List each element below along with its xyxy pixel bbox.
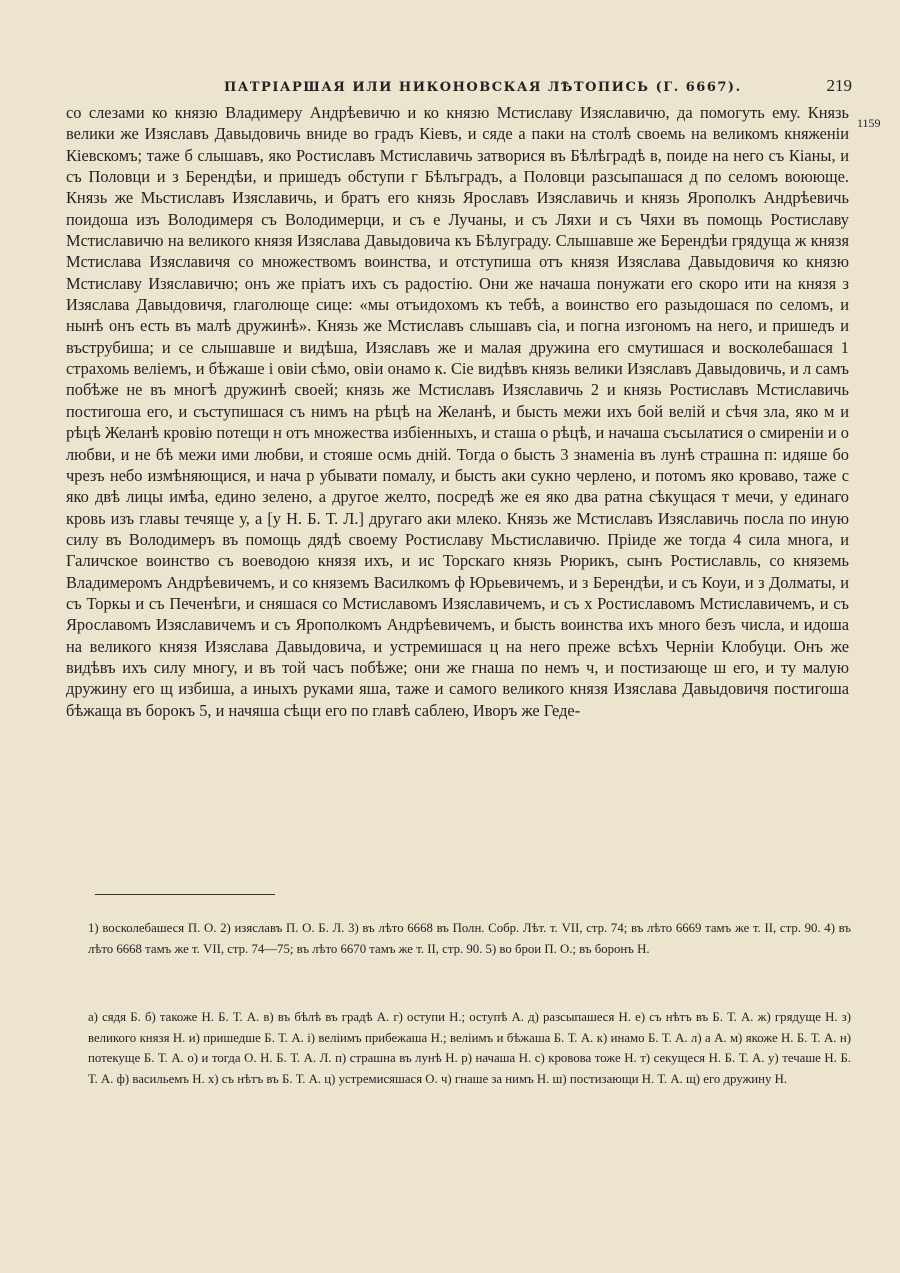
header-title: ПАТРІАРШАЯ ИЛИ НИКОНОВСКАЯ ЛѢТОПИСЬ (Г. 6667). (224, 80, 742, 95)
footnote-divider (95, 894, 275, 895)
numbered-footnotes-text: 1) восколебашеся П. О. 2) изяславъ П. О. Б. Л. 3) въ лѣто 6668 въ Полн. Собр. Лѣт. т. VII, стр. 74; въ лѣто 6669 тамъ же т. II, стр. 90. 4) въ лѣто 6668 тамъ же т. VII, стр. 74—75; въ лѣто 6670 тамъ же т. II, стр. 90. 5) во брои П. О.; въ боронъ Н. (88, 921, 851, 956)
running-header (224, 76, 852, 96)
page-number: 219 (826, 76, 852, 95)
margin-year: 1159 (857, 116, 881, 130)
main-text-block (66, 102, 849, 721)
numbered-footnotes (88, 918, 851, 959)
main-text-paragraph: со слезами ко князю Владимеру Андрѣевичю и ко князю Мстиславу Изяславичю, да помогуть ему. Князь велики же Изяславъ Давыдовичь вниде во градъ Кіевъ, и сяде а паки на столѣ своемь на великомъ княженіи Кіевскомъ; таже б слышавъ, яко Ростиславъ Мстиславичь затворися въ Бѣлѣградѣ в, поиде на него съ Кіаны, и съ Половци и з Берендѣи, и пришедъ обступи г Бѣлъградъ, а Половци разсыпашася д по селомъ воююще. Князь же Мьстиславъ Изяславичь, и братъ его князь Ярославъ Изяславичь и князь Ярополкъ Андрѣевичь поидоша изъ Володимеря съ Володимерци, и съ е Лучаны, и съ Ляхи и съ Чяхи въ помощь Ростиславу Мстиславичю на великого князя Изяслава Давыдовича къ Бѣлуграду. Слышавше же Берендѣи грядуща ж князя Мстислава Изяславичя со множествомъ воинства, и отступиша отъ князя Изяслава Давыдовичя ко князю Мстиславу Изяславичю; онъ же пріатъ ихъ съ радостію. Они же начаша понужати его скоро ити на князя з Изяслава Давыдовичя, глаголюще сице: «мы отъидохомъ къ тебѣ, а воинство его разыдошася по селомъ, и нынѣ онъ есть въ малѣ дружинѣ». Князь же Мстиславъ слышавъ сіа, и погна изгономъ на него, и пришедъ и въструбиша; и се слышавше и видѣша, Изяславъ же и малая дружина его смутишася и восколебашася 1 страхомь велiемъ, и бѣжаше і овіи сѣмо, овіи онамо к. Сіе видѣвъ князь велики Изяславъ Давыдовичь, и л самъ побѣже не въ многѣ дружинѣ своей; князь же Мстиславъ Изяславичь 2 и князь Ростиславъ Мстиславичь постигоша его, и съступишася съ нимъ на рѣцѣ на Желанѣ, и бысть межи ихъ бой велій и сѣчя зла, яко м и рѣцѣ Желанѣ кровію потещи н отъ множества избіенныхъ, и сташа о рѣцѣ, и начаша съсылатися о смиреніи и о любви, и не бѣ межи ими любви, и стояше осмь дній. Тогда о бысть 3 знаменіа въ лунѣ страшна п: идяше бо чрезъ небо измѣняющися, и нача р убывати помалу, и бысть аки сукно черлено, и потомъ яко кроваво, таже с яко двѣ лицы имѣа, едино зелено, а другое желто, посредѣ же ея яко два ратна сѣкущася т мечи, у единаго кровь изъ главы течяще у, а [у Н. Б. Т. Л.] другаго аки млеко. Князь же Мстиславъ Изяславичь посла по иную силу въ Володимеръ въ помощь дядѣ своему Ростиславу Мьстиславичю. Пріиде же тогда 4 сила многа, и Галичское воинство съ воеводою князя ихъ, и ис Торскаго князь Рюрикъ, сынъ Ростиславль, со княземь Владимеромъ Андрѣевичемъ, и со княземъ Василкомъ ф Юрьевичемъ, и з Берендѣи, и съ Коуи, и з Долматы, и съ Торкы и съ Печенѣги, и сняшася со Мстиславомъ Изяславичемъ, и съ х Ростиславомъ Мстиславичемъ, и съ Ярославомъ Изяславичемъ и съ Ярополкомъ Андрѣевичемъ, и бысть воинства ихъ много безъ числа, и идоша на великого князя Изяслава Давыдовича, и устремишася ц на него преже всѣхъ Черніи Клобуци. Онъ же видѣвъ ихъ силу многу, и въ той часъ побѣже; они же гнаша по немъ ч, и постизающе ш его, и ту малую дружину его щ избиша, а иныхъ руками яша, таже и самого великого князя Изяслава Давыдовичя постигоша бѣжаща въ борокъ 5, и начяша сѣщи его по главѣ саблею, Иворъ же Геде- (66, 103, 849, 720)
lettered-notes-text: а) сядя Б. б) такоже Н. Б. Т. А. в) въ бѣлѣ въ градѣ А. г) оступи Н.; оступѣ А. д) разсыпашеся Н. е) съ нѣтъ въ Б. Т. А. ж) грядуще Н. з) великого князя Н. и) пришедше Б. Т. А. і) велiимъ прибежаша Н.; велiимъ и бѣжаша Б. Т. А. к) инамо Б. Т. А. л) а А. м) якоже Н. Б. Т. А. н) потекуще Б. Т. А. о) и тогда О. Н. Б. Т. А. Л. п) страшна въ лунѣ Н. р) начаша Н. с) кровова тоже Н. т) секущеся Н. Б. Т. А. у) течаше Н. Б. Т. А. ф) васильемъ Н. х) съ нѣтъ въ Б. Т. А. ц) устремисяшася О. ч) гнаше за нимъ Н. ш) постизающи Н. Т. А. щ) его дружину Н. (88, 1010, 851, 1086)
lettered-variant-notes (88, 1007, 851, 1089)
